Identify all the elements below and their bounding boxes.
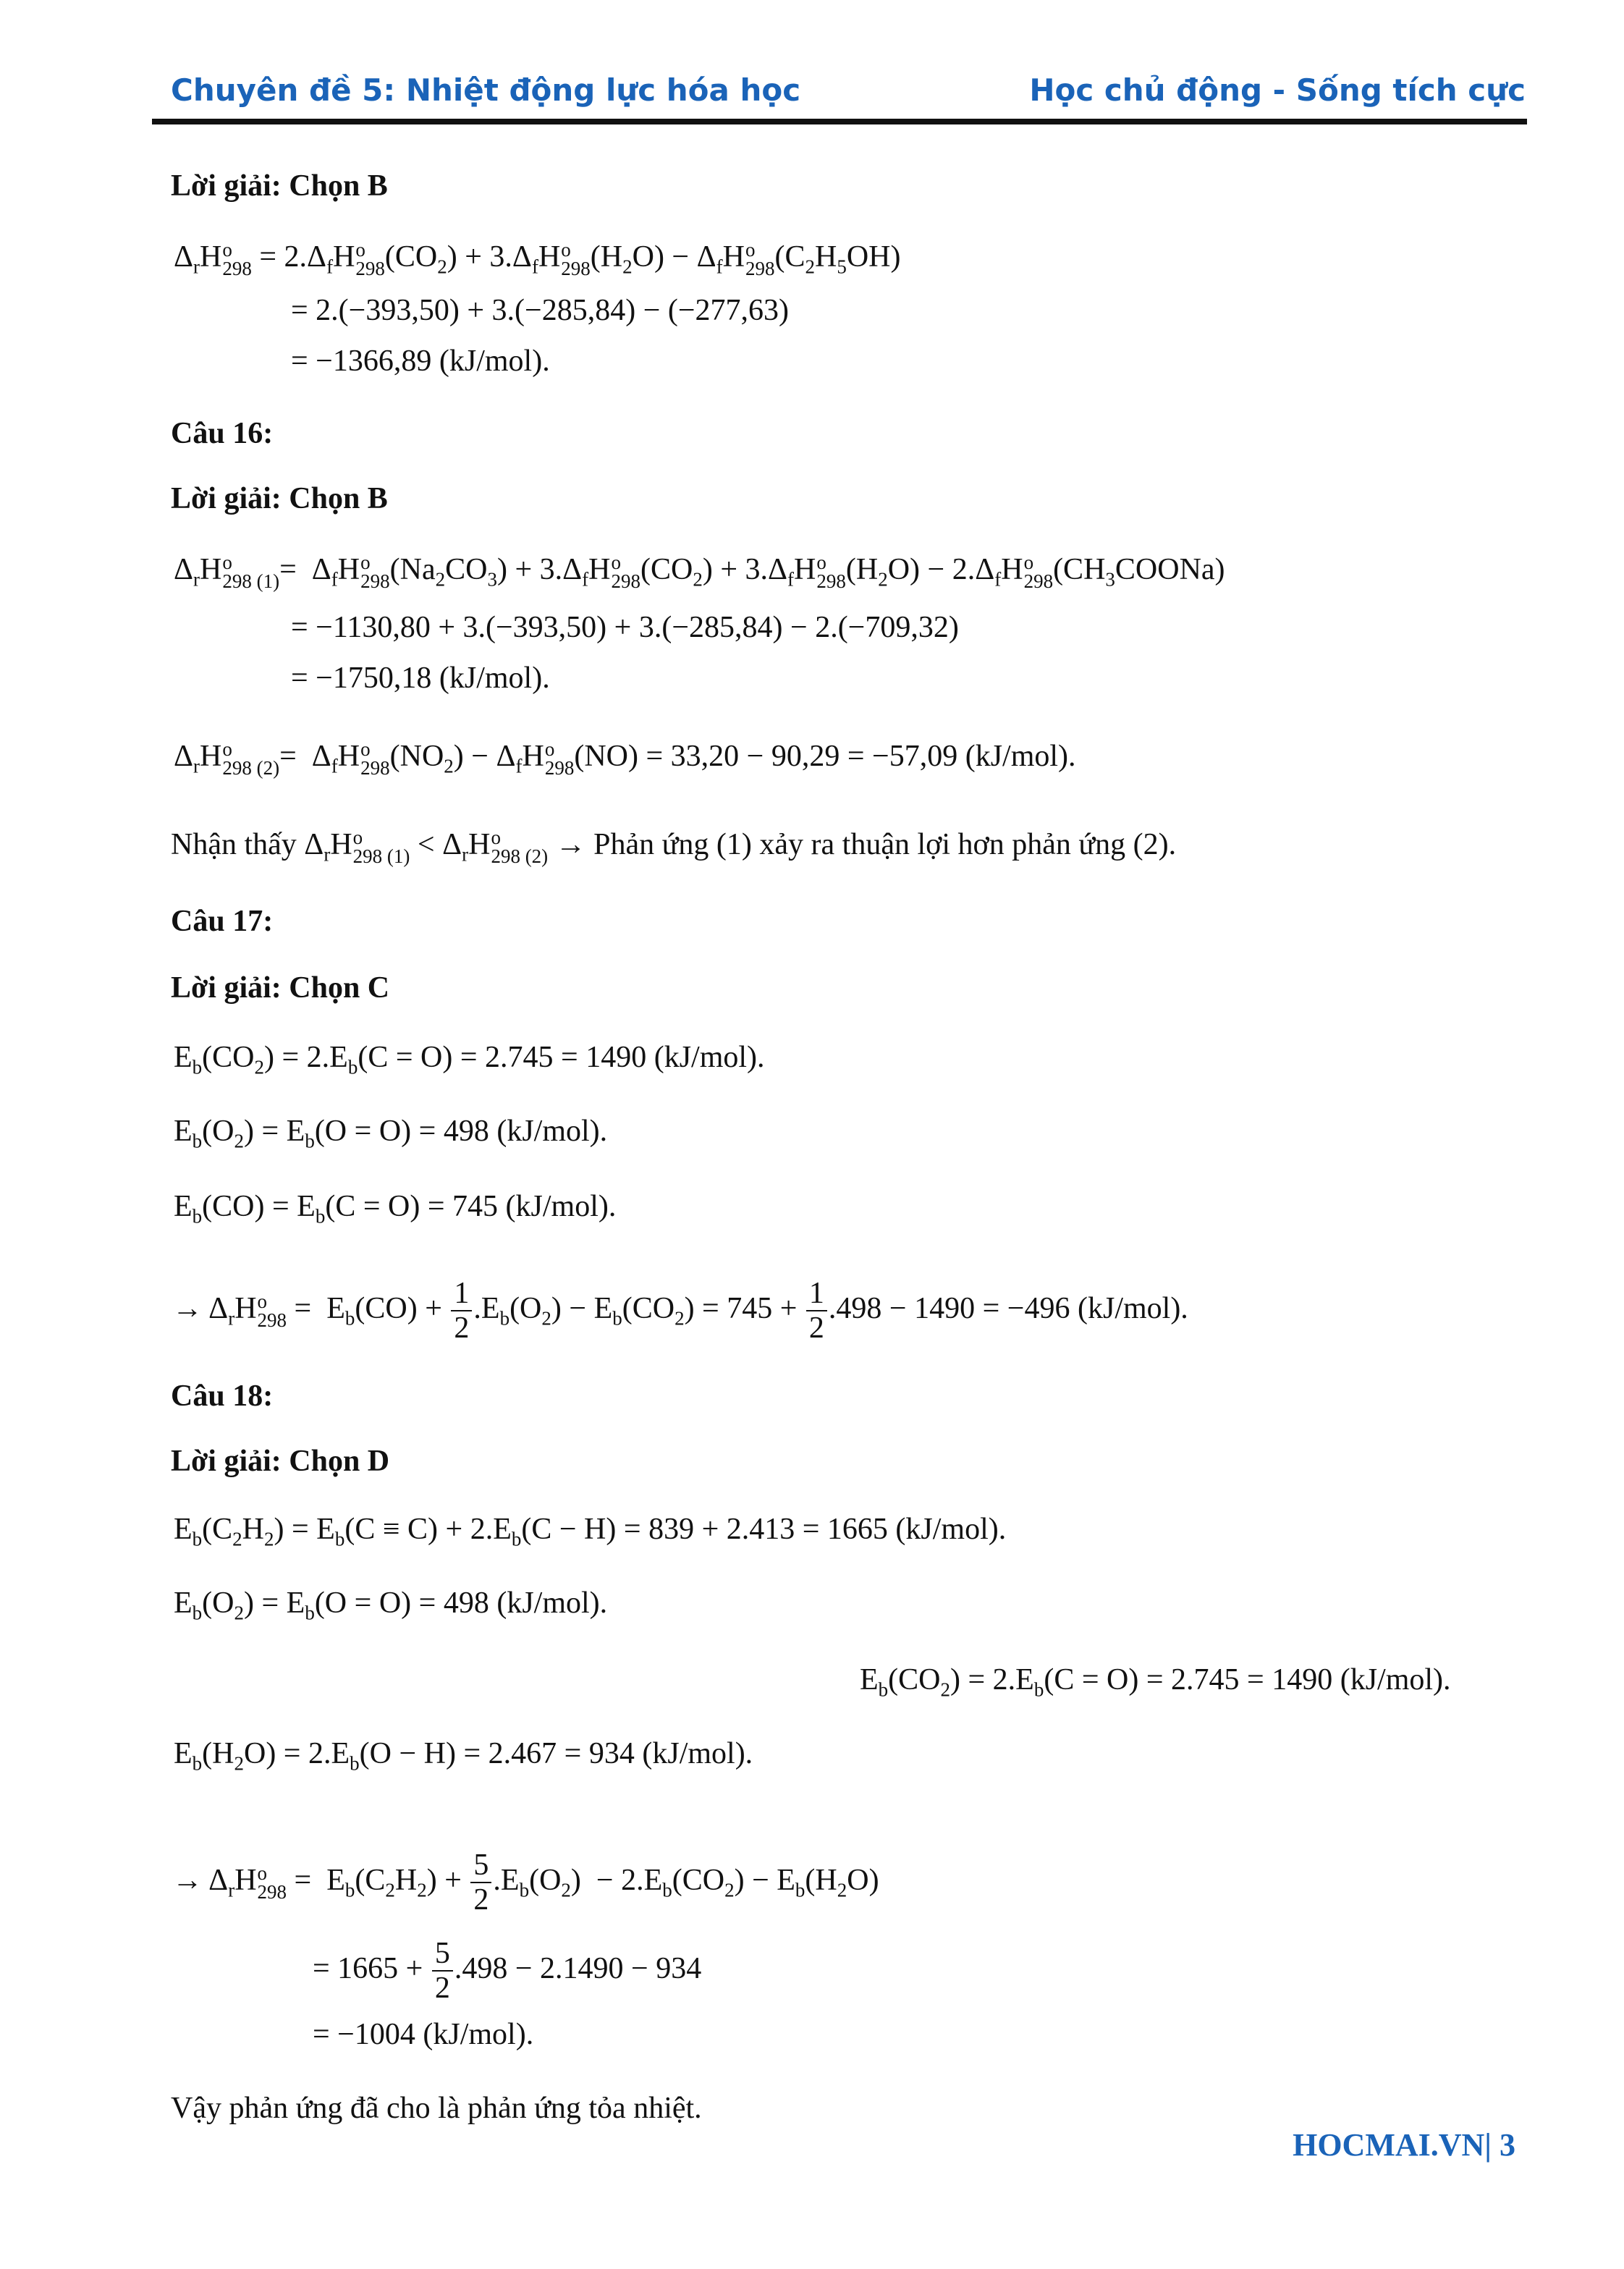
footer-site: HOCMAI.VN: [1293, 2127, 1485, 2163]
q18-l1: $E_b(C_2H_2) = E_b(C \equiv C) + 2.E_b(C - H) = 839 + 2.413 = 1665$ (kJ/mol).: [174, 1513, 1007, 1550]
q18-l2: $E_b(O_2) = E_b(O = O) = 498$ (kJ/mol).: [174, 1586, 608, 1624]
q18-l4: $E_b(H_2O) = 2.E_b(O - H) = 2.467 = 934$ (kJ/mol).: [174, 1737, 753, 1775]
q17-l2: $E_b(O_2) = E_b(O = O) = 498$ (kJ/mol).: [174, 1115, 608, 1152]
q16-eq3: = −1750,18 (kJ/mol).: [291, 662, 550, 695]
header-rule: [152, 119, 1527, 124]
q18-conclusion: Vậy phản ứng đã cho là phản ứng tỏa nhiệt.: [171, 2092, 702, 2125]
q18-l6: = 1665 + $\frac{5}{2}$ .498 − 2.1490 − 934: [313, 1937, 702, 2006]
q17-l4: → $\Delta_rH$ o 298 = $E_b(CO)$ + $\frac{1}{2}$ $.E_b(O_2) - E_b(CO_2) = 745$ + $\frac{1}{2}$ .498 − 1490 = −496 (kJ/mol).: [172, 1277, 1188, 1345]
q18-l3: $E_b(CO_2) = 2.E_b(C = O) = 2.745 = 1490$ (kJ/mol).: [860, 1663, 1451, 1701]
q18-solution: Lời giải: Chọn D: [171, 1445, 390, 1478]
q15-eq3: = −1366,89 (kJ/mol).: [291, 345, 550, 378]
q16-note-prefix: Nhận thấy: [171, 828, 297, 861]
header-topic: Chuyên đề 5: Nhiệt động lực hóa học: [171, 72, 801, 108]
q17-l3: $E_b(CO) = E_b(C = O) = 745$ (kJ/mol).: [174, 1190, 617, 1228]
q16-eq4-result: = 33,20 − 90,29 = −57,09 (kJ/mol).: [646, 740, 1076, 773]
q17-title: Câu 17:: [171, 905, 274, 938]
q15-eq1: $\Delta_rH$ o 298 = $2.\Delta_fH$ o 298 $(CO_2) + 3.\Delta_fH$ o 298 $(H_2O) - \Delta_fH$ o 298 $(C_2H_5OH)$: [174, 239, 901, 280]
footer: [1293, 2126, 1515, 2163]
q16-note: Nhận thấy $\Delta_rH$ o 298 (1) < $\Delta_rH$ o 298 (2) → Phản ứng (1) xảy ra thuận lợi hơn phản ứng (2).: [171, 827, 1177, 868]
page-number: | 3: [1484, 2127, 1515, 2163]
q16-eq2: = −1130,80 + 3.(−393,50) + 3.(−285,84) − 2.(−709,32): [291, 611, 959, 644]
q18-l7: = −1004 (kJ/mol).: [313, 2018, 534, 2051]
q15-eq2: = 2.(−393,50) + 3.(−285,84) − (−277,63): [291, 294, 790, 327]
q16-note-suffix: → Phản ứng (1) xảy ra thuận lợi hơn phản ứng (2).: [555, 828, 1177, 861]
q17-l1: $E_b(CO_2) = 2.E_b(C = O) = 2.745 = 1490$ (kJ/mol).: [174, 1041, 765, 1078]
q17-solution: Lời giải: Chọn C: [171, 971, 390, 1005]
q16-eq1: $\Delta_rH$ o 298 (1) = $\Delta_fH$ o 298 $(Na_2CO_3) + 3.\Delta_fH$ o 298 $(CO_2) + 3.\Delta_fH$ o 298 $(H_2O) - 2.\Delta_fH$ o 298 $(CH_3COONa)$: [174, 552, 1225, 593]
q16-eq4: $\Delta_rH$ o 298 (2) = $\Delta_fH$ o 298 $(NO_2) - \Delta_fH$ o 298 (NO) = 33,20 − 90,29 = −57,09 (kJ/mol).: [174, 738, 1076, 779]
header-slogan: Học chủ động - Sống tích cực: [1029, 72, 1526, 108]
q16-title: Câu 16:: [171, 417, 274, 450]
q18-l5: → $\Delta_rH$ o 298 = $E_b(C_2H_2)$ + $\frac{5}{2}$ $.E_b(O_2) - 2.E_b(CO_2) - E_b(H_2O)$: [172, 1848, 879, 1917]
q16-solution: Lời giải: Chọn B: [171, 482, 388, 515]
q18-title: Câu 18:: [171, 1379, 274, 1413]
q15-solution: Lời giải: Chọn B: [171, 169, 388, 203]
